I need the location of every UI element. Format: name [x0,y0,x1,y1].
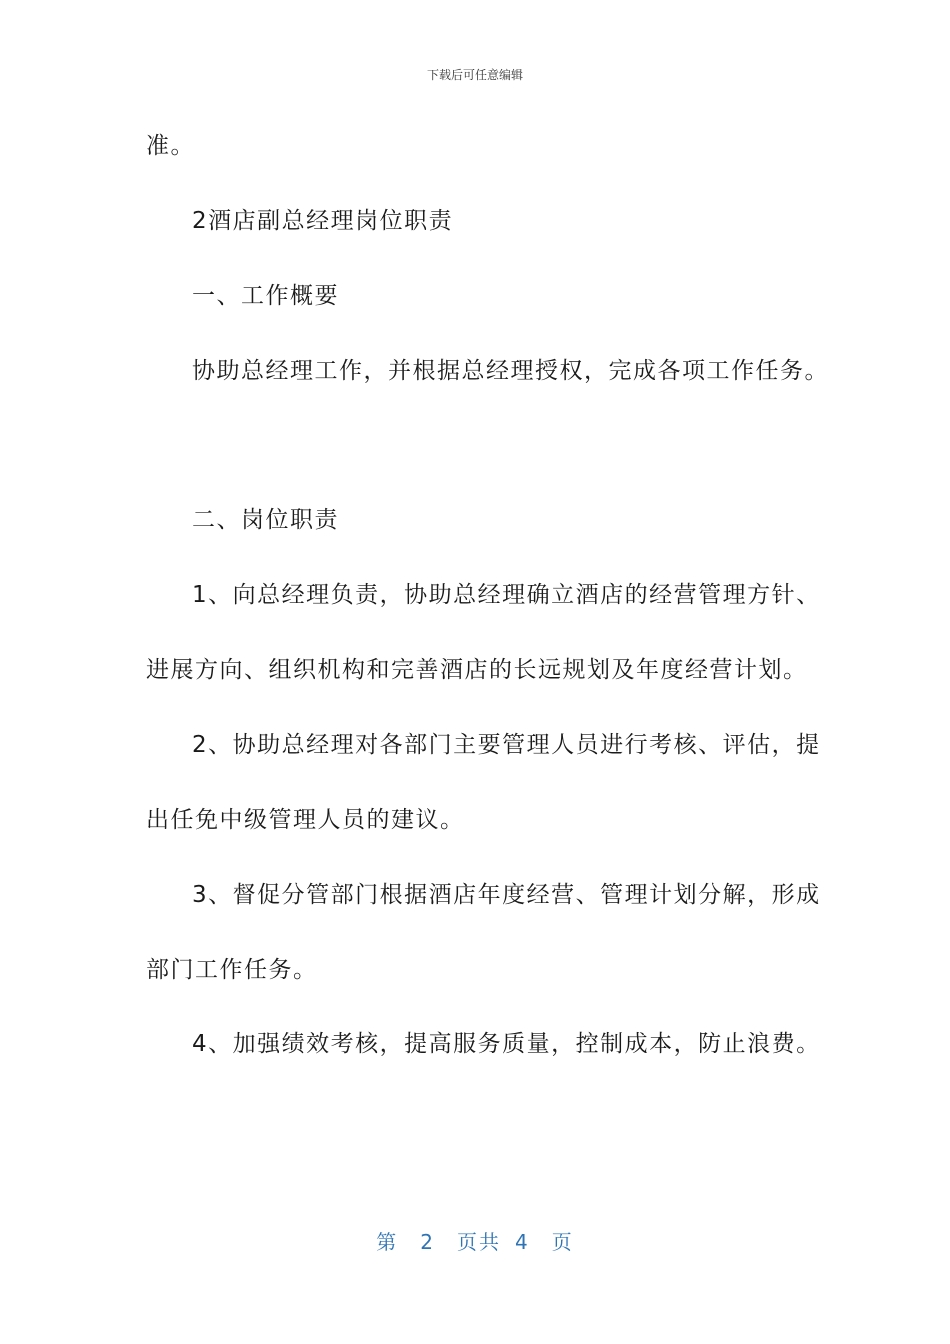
duty-2-line-1: 2、协助总经理对各部门主要管理人员进行考核、评估，提 [192,732,821,758]
heading-overview: 一、工作概要 [192,283,339,309]
heading-duties: 二、岗位职责 [192,507,339,533]
section-title: 2酒店副总经理岗位职责 [192,208,454,234]
duty-1-line-1: 1、向总经理负责，协助总经理确立酒店的经营管理方针、 [192,582,821,608]
page-mid: 页共 [457,1230,501,1254]
page-header: 下载后可任意编辑 [426,68,523,82]
total-pages: 4 [515,1230,530,1254]
overview-text: 协助总经理工作，并根据总经理授权，完成各项工作任务。 [192,358,829,384]
page-suffix: 页 [551,1230,574,1254]
current-page: 2 [420,1230,435,1254]
duty-2-line-2: 出任免中级管理人员的建议。 [146,807,465,833]
duty-4-line-1: 4、加强绩效考核，提高服务质量，控制成本，防止浪费。 [192,1031,821,1057]
page-prefix: 第 [376,1230,399,1254]
duty-3-line-2: 部门工作任务。 [146,957,318,983]
page-number [0,1226,950,1255]
text-line-1: 准。 [146,133,195,159]
duty-3-line-1: 3、督促分管部门根据酒店年度经营、管理计划分解，形成 [192,882,821,908]
duty-1-line-2: 进展方向、组织机构和完善酒店的长远规划及年度经营计划。 [146,657,808,683]
